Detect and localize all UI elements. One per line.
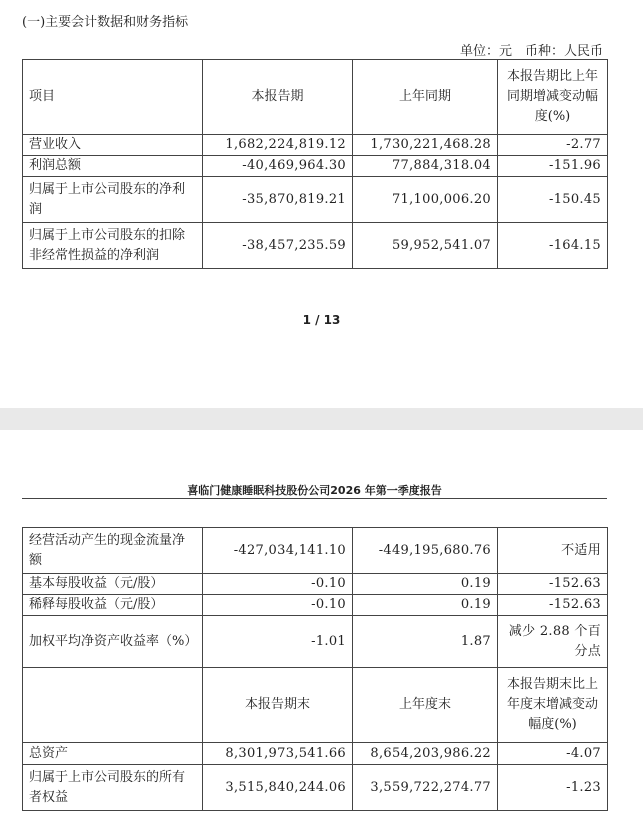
- cell-value: -4.07: [498, 743, 608, 765]
- cell-value: -151.96: [498, 156, 608, 177]
- cell-value: -0.10: [203, 574, 353, 595]
- cell-value: -38,457,235.59: [203, 223, 353, 269]
- header-cell: [23, 668, 203, 743]
- cell-value: -152.63: [498, 595, 608, 616]
- table-row: [23, 574, 608, 595]
- cell-value: 0.19: [353, 595, 498, 616]
- cell-value: -35,870,819.21: [203, 177, 353, 223]
- row-label: 归属于上市公司股东的扣除非经常性损益的净利润: [23, 223, 203, 269]
- header-cell: 本报告期: [203, 60, 353, 135]
- table-row: [23, 223, 608, 269]
- row-label: 基本每股收益（元/股）: [23, 574, 203, 595]
- page-number: 1 / 13: [302, 313, 341, 327]
- header-divider: [22, 498, 607, 499]
- header-cell: 上年同期: [353, 60, 498, 135]
- row-label: 总资产: [23, 743, 203, 765]
- header-cell: 项目: [23, 60, 203, 135]
- header-cell: 上年度末: [353, 668, 498, 743]
- cell-value: -0.10: [203, 595, 353, 616]
- table-row: [23, 177, 608, 223]
- row-label: 归属于上市公司股东的净利润: [23, 177, 203, 223]
- table-row: [23, 595, 608, 616]
- table-row: [23, 765, 608, 811]
- section-title: (一)主要会计数据和财务指标: [22, 15, 189, 30]
- cell-value: -152.63: [498, 574, 608, 595]
- cell-value: 3,515,840,244.06: [203, 765, 353, 811]
- row-label: 加权平均净资产收益率（%）: [23, 616, 203, 668]
- financial-indicators-table-continued: [22, 527, 608, 811]
- header-cell: 本报告期比上年同期增减变动幅度(%): [498, 60, 608, 135]
- cell-value: 1,682,224,819.12: [203, 135, 353, 156]
- row-label: 利润总额: [23, 156, 203, 177]
- cell-value: -40,469,964.30: [203, 156, 353, 177]
- row-label: 营业收入: [23, 135, 203, 156]
- cell-value: 不适用: [498, 528, 608, 574]
- page-separator: [0, 408, 643, 430]
- cell-value: 8,301,973,541.66: [203, 743, 353, 765]
- cell-value: 3,559,722,274.77: [353, 765, 498, 811]
- cell-value: 71,100,006.20: [353, 177, 498, 223]
- cell-value: 1,730,221,468.28: [353, 135, 498, 156]
- table-row: [23, 156, 608, 177]
- table-header-row: [23, 60, 608, 135]
- row-label: 经营活动产生的现金流量净额: [23, 528, 203, 574]
- cell-value: 77,884,318.04: [353, 156, 498, 177]
- unit-currency-line: 单位：元 币种：人民币: [459, 44, 603, 59]
- report-header: 喜临门健康睡眠科技股份公司2026 年第一季度报告: [187, 484, 442, 497]
- row-label: 稀释每股收益（元/股）: [23, 595, 203, 616]
- table-row: [23, 528, 608, 574]
- cell-value: 1.87: [353, 616, 498, 668]
- page-1: [0, 0, 643, 408]
- table-row: [23, 743, 608, 765]
- table-header-row: [23, 668, 608, 743]
- financial-indicators-table: [22, 59, 608, 269]
- header-cell: 本报告期末比上年度末增减变动幅度(%): [498, 668, 608, 743]
- table-row: [23, 135, 608, 156]
- cell-value: -2.77: [498, 135, 608, 156]
- cell-value: -449,195,680.76: [353, 528, 498, 574]
- cell-value: -164.15: [498, 223, 608, 269]
- header-cell: 本报告期末: [203, 668, 353, 743]
- cell-value: -1.01: [203, 616, 353, 668]
- cell-value: 59,952,541.07: [353, 223, 498, 269]
- cell-value: -427,034,141.10: [203, 528, 353, 574]
- row-label: 归属于上市公司股东的所有者权益: [23, 765, 203, 811]
- cell-value: 8,654,203,986.22: [353, 743, 498, 765]
- cell-value: 0.19: [353, 574, 498, 595]
- cell-value: -150.45: [498, 177, 608, 223]
- cell-value: 减少 2.88 个百分点: [498, 616, 608, 668]
- table-row: [23, 616, 608, 668]
- cell-value: -1.23: [498, 765, 608, 811]
